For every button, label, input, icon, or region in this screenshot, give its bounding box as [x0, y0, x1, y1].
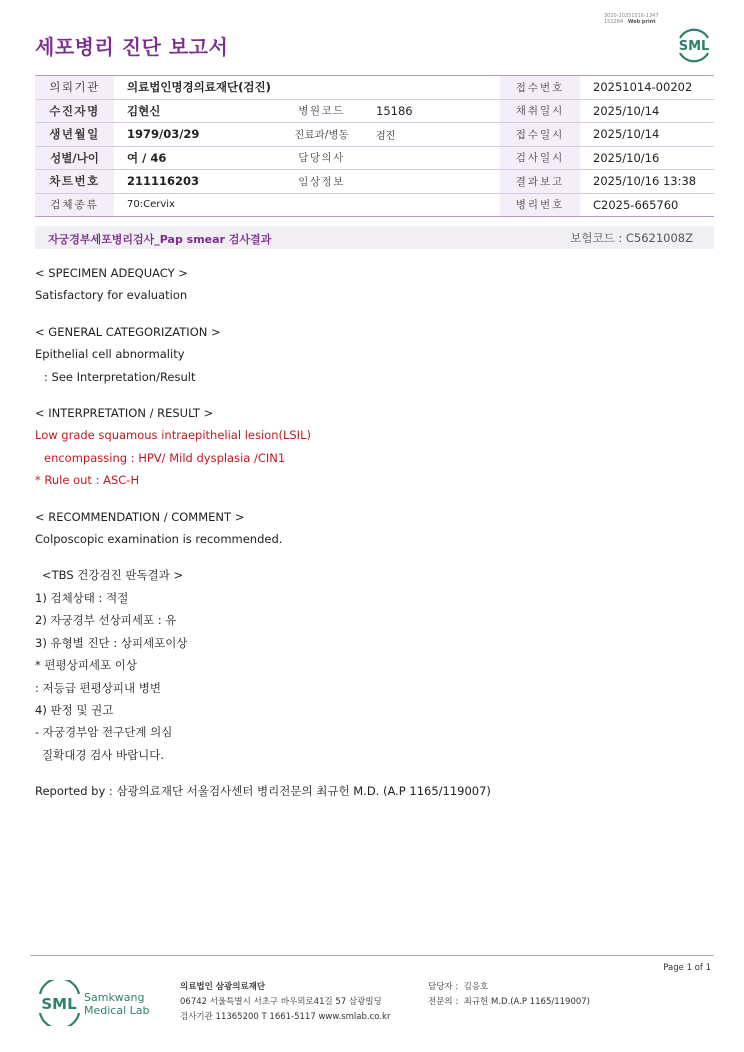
sml-logo-text: SML: [678, 39, 710, 54]
interpretation-heading: < INTERPRETATION / RESULT >: [35, 406, 214, 421]
tbs-line: 2) 자궁경부 선상피세포 : 유: [35, 613, 177, 628]
tbs-line: 1) 검체상태 : 적절: [35, 590, 129, 605]
info-row: [35, 193, 714, 217]
categorization-line2: : See Interpretation/Result: [44, 369, 196, 384]
reported-by: Reported by : 삼광의료재단 서울검사센터 병리전문의 최규헌 M.D. (A.P 1165/119007): [35, 784, 491, 799]
interpretation-line2: encompassing : HPV/ Mild dysplasia /CIN1: [44, 450, 286, 465]
receive-date-value: 2025/10/14: [580, 123, 714, 147]
report-title: 세포병리 진단 보고서: [35, 35, 229, 59]
clinical-info-label: 임상정보: [280, 170, 363, 194]
result-report-label: 결과보고: [500, 170, 580, 194]
tbs-line: * 편평상피세포 이상: [35, 658, 137, 673]
tbs-line: - 자궁경부암 전구단계 의심: [35, 725, 173, 740]
chart-no-value: 211116203: [114, 170, 280, 194]
specimen-value: 70:Cervix: [114, 193, 500, 217]
doctor-value: [363, 146, 500, 170]
sex-age-label: 성별/나이: [35, 146, 114, 170]
footer-manager-label: 담당자 :: [428, 982, 459, 992]
web-print-label: Web print: [627, 19, 656, 25]
categorization-heading: < GENERAL CATEGORIZATION >: [35, 324, 221, 339]
test-name: 자궁경부세포병리검사_Pap smear 검사결과: [48, 233, 272, 246]
tbs-line: 4) 판정 및 권고: [35, 702, 114, 717]
sex-age-value: 여 / 46: [114, 146, 280, 170]
categorization-line1: Epithelial cell abnormality: [35, 347, 185, 362]
pathology-no-label: 병리번호: [500, 193, 580, 217]
footer-divider: [30, 955, 714, 956]
footer-specialist-value: 최규헌 M.D.(A.P 1165/119007): [463, 997, 590, 1007]
sml-logo: [674, 26, 714, 64]
patient-info-table: [35, 75, 714, 217]
document-code: [604, 13, 659, 25]
insurance-code: 보험코드 : C5621008Z: [570, 231, 693, 245]
samkwang-logo-line1: Samkwang: [84, 991, 145, 1004]
chart-no-label: 차트번호: [35, 170, 114, 194]
page-number: Page 1 of 1: [663, 963, 711, 973]
info-row: [35, 76, 714, 100]
footer-staff-info: [428, 980, 590, 1010]
tbs-line: : 저등급 편평상피내 병변: [35, 680, 161, 695]
samkwang-logo: [37, 980, 157, 1026]
test-title-bar: [35, 226, 714, 249]
dob-label: 생년월일: [35, 123, 114, 147]
hospital-code-value: 15186: [363, 99, 500, 123]
document-code-line1: 3020-20251016-1347: [604, 13, 659, 19]
dept-label: 진료과/병동: [280, 123, 363, 147]
clinical-info-value: [363, 170, 500, 194]
exam-date-label: 검사일시: [500, 146, 580, 170]
info-row: [35, 123, 714, 147]
recommendation-heading: < RECOMMENDATION / COMMENT >: [35, 509, 245, 524]
adequacy-heading: < SPECIMEN ADEQUACY >: [35, 266, 188, 280]
samkwang-logo-line2: Medical Lab: [84, 1004, 150, 1017]
tbs-line: 질확대경 검사 바랍니다.: [42, 747, 165, 762]
doctor-label: 담당의사: [280, 146, 363, 170]
receipt-no-label: 접수번호: [500, 76, 580, 100]
tbs-heading: <TBS 건강검진 판독결과 >: [42, 568, 184, 583]
receive-date-label: 접수일시: [500, 123, 580, 147]
patient-name-value: 김현신: [114, 99, 280, 123]
footer-manager-value: 김응호: [463, 982, 489, 992]
interpretation-line1: Low grade squamous intraepithelial lesion(LSIL): [35, 428, 311, 443]
result-report-value: 2025/10/16 13:38: [580, 170, 714, 194]
document-code-line2: 151284: [604, 19, 624, 25]
adequacy-text: Satisfactory for evaluation: [35, 288, 188, 303]
pathology-no-value: C2025-665760: [580, 193, 714, 217]
footer-contact: 검사기관 11365200 T 1661-5117 www.smlab.co.kr: [180, 1012, 391, 1022]
footer-specialist-label: 전문의 :: [428, 997, 459, 1007]
samkwang-logo-mark: SML: [41, 995, 77, 1013]
dob-value: 1979/03/29: [114, 123, 280, 147]
footer-address: 06742 서울특별시 서초구 바우뫼로41길 57 삼광빌딩: [180, 997, 382, 1007]
hospital-code-label: 병원코드: [280, 99, 363, 123]
receipt-no-value: 20251014-00202: [580, 76, 714, 100]
info-row: [35, 170, 714, 194]
request-org-value: 의료법인명경의료재단(검진): [114, 76, 500, 100]
exam-date-value: 2025/10/16: [580, 146, 714, 170]
footer-org-info: [180, 980, 390, 1025]
dept-value: 검진: [363, 123, 500, 147]
collect-date-value: 2025/10/14: [580, 99, 714, 123]
report-body: [35, 262, 715, 803]
specimen-label: 검체종류: [35, 193, 114, 217]
request-org-label: 의뢰기관: [35, 76, 114, 100]
info-row: [35, 146, 714, 170]
recommendation-text: Colposcopic examination is recommended.: [35, 532, 283, 547]
footer-org-name: 의료법인 삼광의료재단: [180, 982, 266, 992]
tbs-line: 3) 유형별 진단 : 상피세포이상: [35, 635, 188, 650]
interpretation-line3: * Rule out : ASC-H: [35, 473, 140, 488]
collect-date-label: 채취일시: [500, 99, 580, 123]
info-row: [35, 99, 714, 123]
patient-name-label: 수진자명: [35, 99, 114, 123]
